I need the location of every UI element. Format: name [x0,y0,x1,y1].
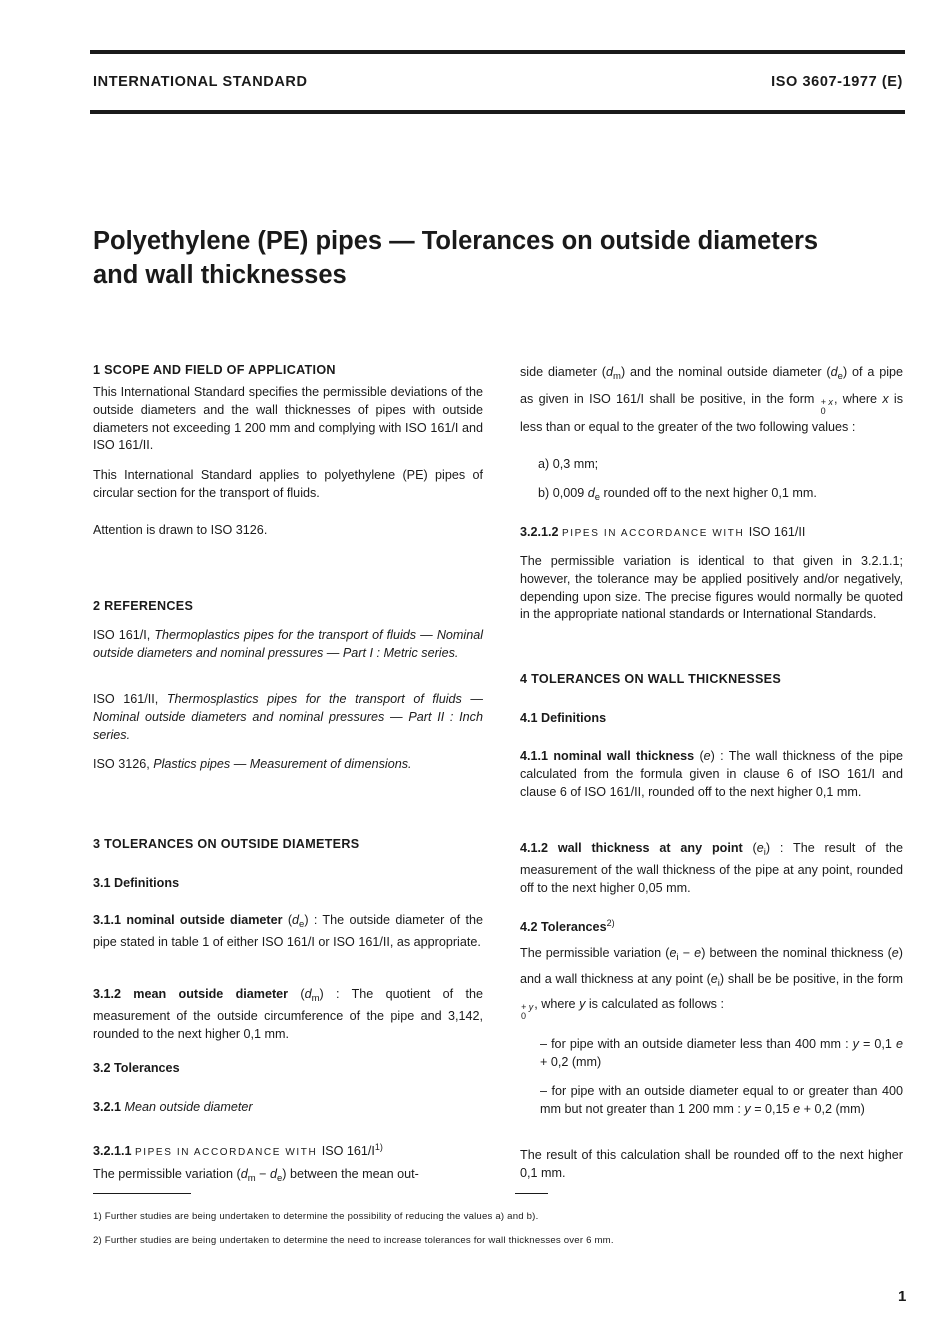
text-run: ( [287,913,293,927]
section-2-heading: 2 REFERENCES [93,599,194,613]
fraction-bottom: 0 [521,1011,527,1021]
item-a [538,456,903,474]
text-run-i: e [710,971,718,986]
text-run: ) between the mean out- [282,1167,419,1181]
text-run-sub: e [837,371,843,382]
text-run-i: e [793,1101,801,1116]
text-run-i: d [269,1167,277,1181]
text-run-i: d [606,365,614,379]
text-run: is calculated as follows : [585,997,724,1011]
text-run-i: Thermosplastics pipes for the transport of fluids — Nominal outside diameters and nominal pressures — Part II : Inch series. [93,692,483,742]
text-run: ( [699,749,704,763]
text-run: The result of this calculation shall be rounded off to the next higher 0,1 mm. [520,1148,903,1180]
text-run: ) : The outside diameter of the pipe stated in table 1 of either ISO 161/I or ISO 161/II, as appropriate. [93,913,484,949]
text-run-i: d [292,913,300,927]
header-left: INTERNATIONAL STANDARD [93,74,308,90]
text-run-b: 4.1.1 nominal wall thickness [520,749,700,763]
text-run: ISO 3126, [93,757,154,771]
section-3-2-1-1-para [93,1166,483,1188]
text-run-b: 3.2.1.2 [520,525,563,539]
text-run: , where [833,392,883,406]
text-run-sup: 2) [606,918,615,928]
text-run-sub: m [311,993,320,1004]
text-run: side diameter ( [520,365,606,379]
text-run: ISO 161/I [321,1144,375,1158]
text-run-i: y [579,997,586,1011]
top-rule [90,50,905,54]
text-run-sub: i [763,847,766,858]
text-run-sub: m [247,1173,256,1184]
text-run: ) and a wall thickness at any point ( [520,946,903,986]
reference-iso-161-1 [93,627,483,663]
section-3-2-heading: 3.2 Tolerances [93,1061,180,1075]
text-run-sub: m [613,371,621,382]
text-run: + 0,2 (mm) [540,1054,602,1069]
text-run: ISO 161/I, [93,628,155,642]
text-run-sub: e [594,492,601,503]
text-run-b: 3.2.1 [93,1100,125,1114]
definition-3-1-1 [93,912,483,952]
title-line-2: and wall thicknesses [93,261,347,289]
section-1-heading: 1 SCOPE AND FIELD OF APPLICATION [93,363,336,377]
text-run-i: Plastics pipes — Measurement of dimensions. [153,757,412,771]
item-b [538,485,903,507]
text-run: is less than or equal to the greater of the two following values : [520,392,903,434]
definition-4-1-2 [520,840,903,897]
tolerance-fraction [521,1003,533,1021]
footnote-2: 2) Further studies are being undertaken to determine the need to increase tolerances for wall thicknesses over 6 mm. [93,1235,614,1246]
text-run: ) between the nominal thickness ( [701,946,892,960]
section-3-2-1-heading [93,1099,483,1117]
section-3-2-1-1-heading [93,1139,483,1162]
section-3-2-1-2-para [520,553,903,624]
text-run: + 0,2 (mm) [800,1101,865,1116]
text-run: ) : The result of the measurement of the wall thickness of the pipe at any point, rounded off to the next higher 0,05 mm. [520,841,903,895]
section-3-1-heading: 3.1 Definitions [93,876,180,890]
text-run: ISO 161/II [748,525,806,539]
text-run: = 0,1 [858,1037,896,1051]
text-run-i: e [703,749,711,763]
text-run-b: 4.1.2 wall thickness at any point [520,841,753,855]
result-para [520,1147,903,1183]
text-run: – for pipe with an outside diameter less than 400 mm : [540,1037,853,1051]
text-run-b: 3.1.1 nominal outside diameter [93,913,288,927]
text-run: rounded off to the next higher 0,1 mm. [600,486,817,500]
text-run: – for pipe with an outside diameter equal to or greater than 400 mm but not greater than 1 200 mm : [540,1084,903,1116]
text-run-i: d [240,1167,248,1181]
text-run: ) : The wall thickness of the pipe calculated from the formula given in clause 6 of ISO 161/I and clause 6 of ISO 161/II, rounded off to the next higher 0,1 mm. [520,749,904,799]
text-run-sup: 1) [374,1142,383,1152]
text-run: ) and the nominal outside diameter ( [620,365,831,379]
footnote-rule-right [515,1193,548,1194]
text-run-sc: PIPES IN ACCORDANCE WITH [562,528,749,539]
fraction-top: + x [820,397,833,407]
title-line-1: Polyethylene (PE) pipes — Tolerances on outside diameters [93,227,819,255]
text-run-i: d [304,987,312,1001]
definition-4-1-1 [520,748,903,801]
text-run: b) 0,009 [538,486,588,500]
text-run-b: 4.2 Tolerances [520,920,607,934]
page-number: 1 [898,1288,907,1305]
text-run-i: d [830,365,838,379]
text-run: ) shall be be positive, in the form [719,971,903,986]
bullet-2 [540,1083,903,1119]
section-4-1-heading: 4.1 Definitions [520,711,607,725]
continued-para [520,361,903,438]
text-run: ( [300,987,305,1001]
text-run: ) of a pipe as given in ISO 161/I shall be positive, in the form [520,365,904,406]
text-run-i: x [882,392,889,406]
text-run-i: Thermoplastics pipes for the transport of fluids — Nominal outside diameters and nominal pressures — Part I : Metric series. [93,628,484,660]
section-3-2-1-2-heading [520,524,903,543]
header-bottom-rule [90,110,905,114]
text-run-i: e [895,1037,903,1051]
text-run-i: d [587,486,595,500]
text-run: a) 0,3 mm; [538,457,599,471]
text-run: ( [752,841,757,855]
text-run-i: y [744,1101,751,1116]
text-run: The permissible variation ( [93,1167,241,1181]
text-run-sc: PIPES IN ACCORDANCE WITH [135,1147,322,1158]
text-run-i: e [756,841,764,855]
text-run: This International Standard applies to polyethylene (PE) pipes of circular section for the transport of fluids. [93,468,483,500]
section-4-2-heading [520,915,903,937]
section-4-heading: 4 TOLERANCES ON WALL THICKNESSES [520,672,782,686]
section-1-para-2 [93,467,483,503]
text-run: This International Standard specifies the permissible deviations of the outside diameters and the wall thicknesses of pipes with outside diameters not exceeding 1 200 mm and complying with ISO 161/I and ISO 161/II. [93,385,483,453]
text-run: ISO 161/II, [93,692,167,706]
footnote-rule-left [93,1193,191,1194]
footnote-1: 1) Further studies are being undertaken to determine the possibility of reducing the values a) and b). [93,1211,539,1222]
header-right: ISO 3607-1977 (E) [771,74,903,90]
bullet-1 [540,1036,903,1072]
text-run-b: 3.1.2 mean outside diameter [93,987,301,1001]
fraction-bottom: 0 [820,406,826,416]
text-run-sub: i [676,952,679,963]
fraction-top: + y [521,1002,534,1012]
tolerance-fraction [821,398,833,416]
text-run: − [678,946,695,960]
text-run: − [255,1167,270,1181]
text-run-i: e [694,946,702,960]
section-1-para-3 [93,522,483,540]
text-run-i: Mean outside diameter [124,1100,253,1114]
text-run: Attention is drawn to ISO 3126. [93,523,268,537]
text-run-i: e [891,946,899,960]
text-run-sub: i [717,977,720,989]
text-run-i: y [852,1037,859,1051]
reference-iso-161-2 [93,691,483,744]
text-run-sub: e [277,1173,283,1184]
section-3-heading: 3 TOLERANCES ON OUTSIDE DIAMETERS [93,837,360,851]
reference-iso-3126 [93,756,483,774]
text-run: The permissible variation is identical to that given in 3.2.1.1; however, the tolerance may be applied positively and/or negatively, depending upon size. The precise figures would normally be quoted in the appropriate national standards or International Standards. [520,554,903,622]
page-title [93,224,893,292]
definition-3-1-2 [93,986,483,1043]
text-run-b: 3.2.1.1 [93,1144,136,1158]
text-run-sub: e [299,919,305,930]
text-run: = 0,15 [750,1101,794,1116]
text-run-i: e [669,946,677,960]
text-run: , where [534,997,580,1011]
section-4-2-para [520,943,903,1021]
text-run: The permissible variation ( [520,946,670,960]
text-run: ) : The quotient of the measurement of the outside circumference of the pipe and 3,142, rounded to the next higher 0,1 mm. [93,987,483,1041]
section-1-para-1 [93,384,483,455]
